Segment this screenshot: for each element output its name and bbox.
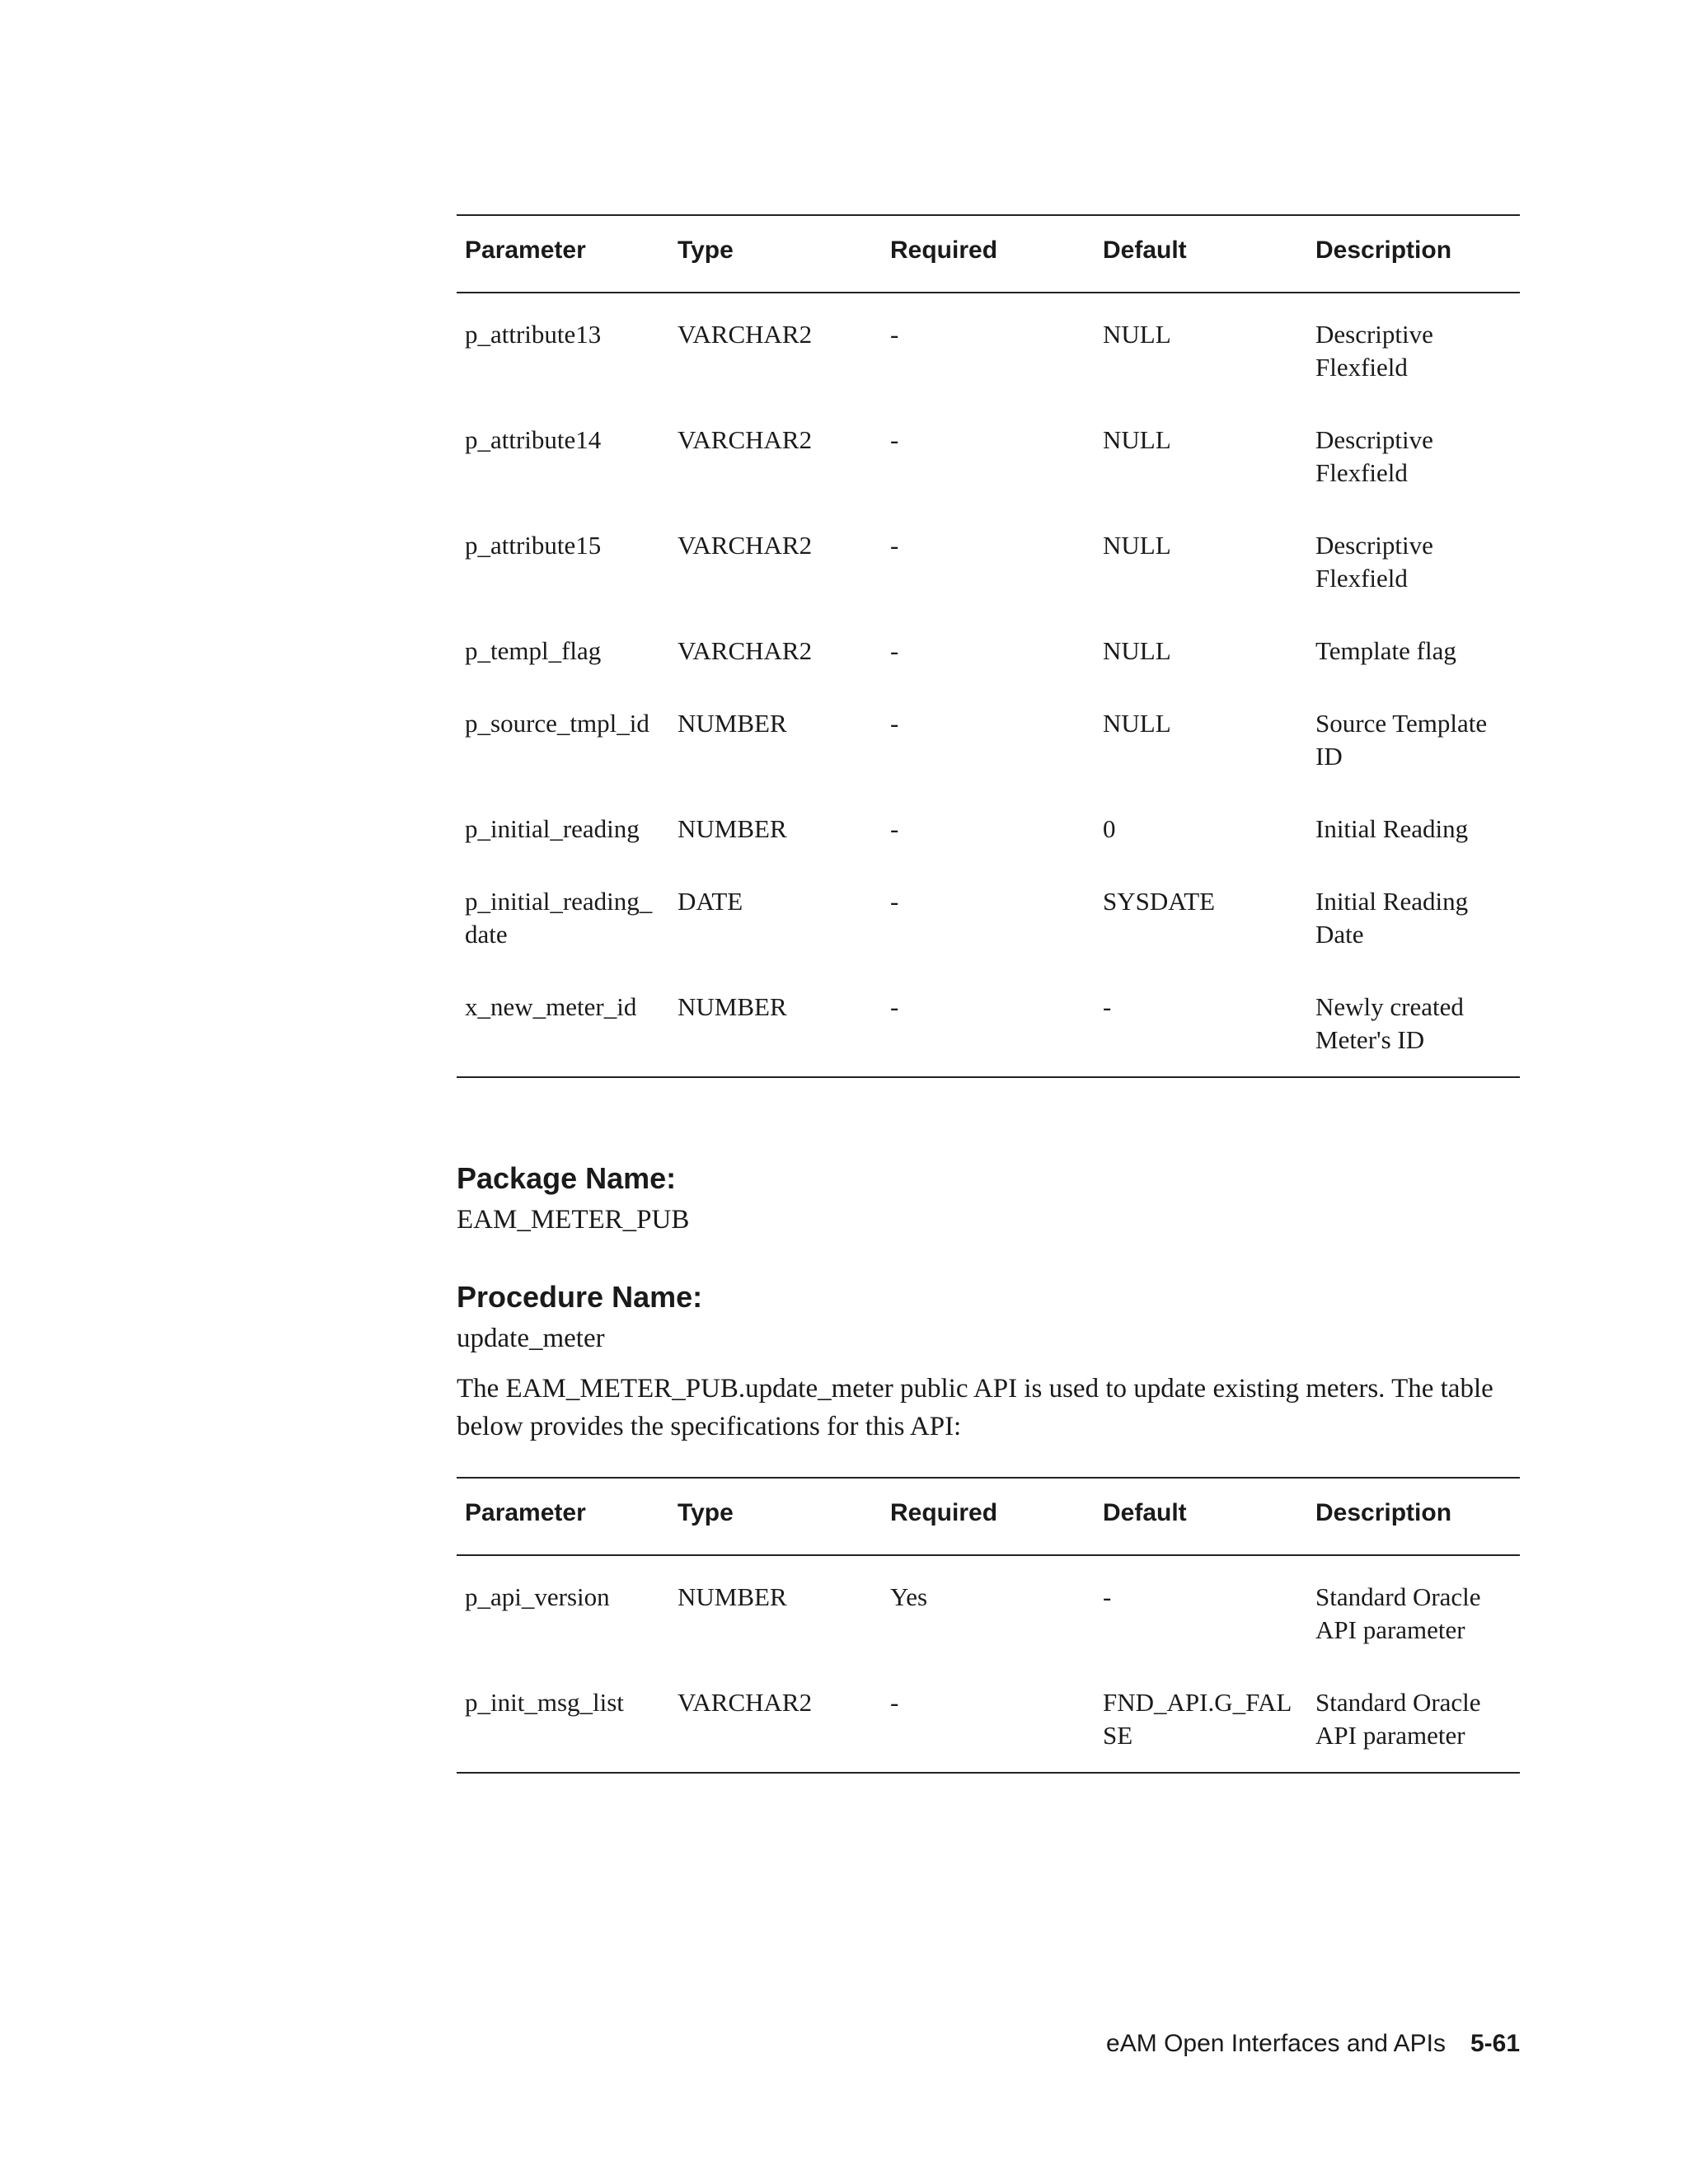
cell-description: Initial Reading — [1315, 814, 1469, 843]
cell-required: - — [890, 636, 899, 665]
cell-type: NUMBER — [678, 992, 787, 1021]
cell-description: Descriptive Flexfield — [1315, 425, 1433, 487]
table-row — [457, 793, 1520, 865]
cell-default: FND_API.G_FALSE — [1103, 1688, 1292, 1750]
cell-parameter: p_templ_flag — [465, 636, 602, 665]
table-row — [457, 1666, 1520, 1773]
cell-parameter: p_attribute14 — [465, 425, 602, 454]
package-name-heading: Package Name: — [457, 1161, 677, 1195]
header-description: Description — [1315, 1499, 1452, 1526]
cell-parameter: p_api_version — [465, 1582, 610, 1611]
cell-required: - — [890, 992, 899, 1021]
cell-parameter: p_attribute13 — [465, 320, 602, 349]
table-row — [457, 971, 1520, 1077]
cell-required: - — [890, 425, 899, 454]
package-section — [457, 1160, 1520, 1238]
cell-default: 0 — [1103, 814, 1116, 843]
header-type: Type — [678, 1499, 734, 1526]
cell-description: Template flag — [1315, 636, 1456, 665]
cell-description: Standard Oracle API parameter — [1315, 1688, 1481, 1750]
cell-required: - — [890, 1688, 899, 1717]
table-row — [457, 404, 1520, 509]
header-required: Required — [890, 1499, 998, 1526]
header-parameter: Parameter — [465, 237, 586, 264]
cell-default: - — [1103, 1582, 1112, 1611]
cell-required: - — [890, 531, 899, 560]
cell-type: VARCHAR2 — [678, 636, 813, 665]
cell-description: Initial Reading Date — [1315, 887, 1469, 949]
table-header-row — [457, 215, 1520, 293]
table-header-row — [457, 1478, 1520, 1555]
cell-required: Yes — [890, 1582, 928, 1611]
parameters-table-2 — [457, 1477, 1520, 1774]
cell-type: VARCHAR2 — [678, 1688, 813, 1717]
cell-type: VARCHAR2 — [678, 320, 813, 349]
page-footer — [1106, 2027, 1520, 2060]
cell-parameter: p_init_msg_list — [465, 1688, 624, 1717]
cell-default: - — [1103, 992, 1112, 1021]
procedure-name-heading: Procedure Name: — [457, 1280, 703, 1314]
page-number: 5-61 — [1470, 2030, 1520, 2057]
cell-type: NUMBER — [678, 1582, 787, 1611]
parameters-table-1 — [457, 214, 1520, 1078]
cell-parameter: p_source_tmpl_id — [465, 709, 649, 738]
footer-title: eAM Open Interfaces and APIs — [1106, 2030, 1446, 2057]
table-row — [457, 293, 1520, 404]
intro-paragraph: The EAM_METER_PUB.update_meter public API is used to update existing meters. The table below provides the specifications for this API: — [457, 1374, 1493, 1441]
cell-description: Source Template ID — [1315, 709, 1488, 771]
cell-default: NULL — [1103, 320, 1171, 349]
table-row — [457, 1555, 1520, 1666]
cell-required: - — [890, 887, 899, 916]
cell-type: VARCHAR2 — [678, 531, 813, 560]
header-parameter: Parameter — [465, 1499, 586, 1526]
header-required: Required — [890, 237, 998, 264]
cell-parameter: p_attribute15 — [465, 531, 602, 560]
page-content — [457, 214, 1520, 1774]
cell-type: NUMBER — [678, 814, 787, 843]
cell-default: SYSDATE — [1103, 887, 1216, 916]
header-default: Default — [1103, 1499, 1187, 1526]
cell-default: NULL — [1103, 636, 1171, 665]
cell-type: DATE — [678, 887, 743, 916]
cell-description: Newly created Meter's ID — [1315, 992, 1464, 1054]
procedure-name-value: update_meter — [457, 1324, 605, 1353]
procedure-section — [457, 1279, 1520, 1357]
cell-default: NULL — [1103, 425, 1171, 454]
cell-default: NULL — [1103, 531, 1171, 560]
table-row — [457, 687, 1520, 793]
table-row — [457, 615, 1520, 687]
cell-required: - — [890, 814, 899, 843]
header-description: Description — [1315, 237, 1452, 264]
header-type: Type — [678, 237, 734, 264]
cell-default: NULL — [1103, 709, 1171, 738]
table-row — [457, 509, 1520, 615]
cell-parameter: x_new_meter_id — [465, 992, 637, 1021]
cell-type: NUMBER — [678, 709, 787, 738]
cell-type: VARCHAR2 — [678, 425, 813, 454]
cell-description: Descriptive Flexfield — [1315, 320, 1433, 382]
cell-description: Standard Oracle API parameter — [1315, 1582, 1481, 1644]
cell-description: Descriptive Flexfield — [1315, 531, 1433, 593]
header-default: Default — [1103, 237, 1187, 264]
package-name-value: EAM_METER_PUB — [457, 1205, 690, 1235]
cell-parameter: p_initial_reading_date — [465, 887, 653, 949]
cell-required: - — [890, 709, 899, 738]
cell-parameter: p_initial_reading — [465, 814, 640, 843]
table-row — [457, 865, 1520, 971]
cell-required: - — [890, 320, 899, 349]
